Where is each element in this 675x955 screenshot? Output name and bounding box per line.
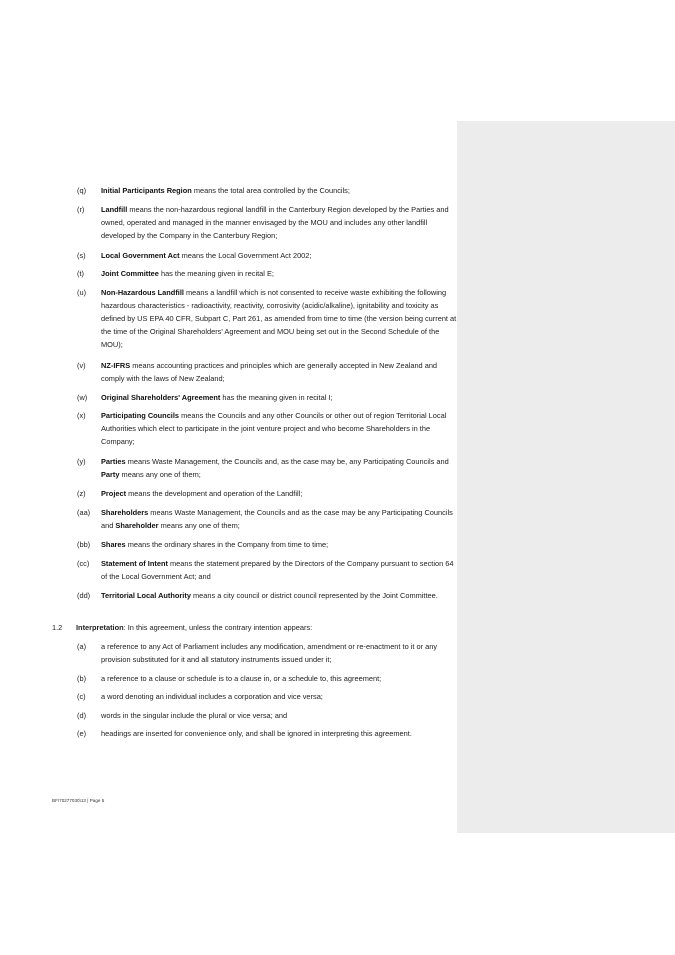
section-1-2 bbox=[52, 621, 452, 634]
definition-label: (bb) bbox=[77, 540, 91, 549]
definition-r bbox=[77, 203, 457, 242]
definition-text: means the Councils and any other Councils or other out of region Territorial Local Authorities which elect to participate in the joint venture project and who become Shareholders in the Company; bbox=[101, 411, 447, 446]
definition-text: has the meaning given in recital I; bbox=[220, 393, 333, 402]
definition-x bbox=[77, 409, 457, 448]
definition-text: means the development and operation of the Landfill; bbox=[126, 489, 303, 498]
interpretation-label: (c) bbox=[77, 692, 86, 701]
definition-label: (cc) bbox=[77, 559, 90, 568]
definition-label: (q) bbox=[77, 186, 87, 195]
comment-pane bbox=[457, 121, 675, 833]
interpretation-label: (a) bbox=[77, 642, 87, 651]
interpretation-label: (d) bbox=[77, 711, 87, 720]
definition-text: means the statement prepared by the Directors of the Company pursuant to section 64 of the Local Government Act; and bbox=[101, 559, 454, 581]
section-number: 1.2 bbox=[52, 623, 63, 632]
definition-text: means any one of them; bbox=[158, 521, 240, 530]
interpretation-text: headings are inserted for convenience only, and shall be ignored in interpreting this agreement. bbox=[101, 729, 412, 738]
definition-text: means a landfill which is not consented to receive waste exhibiting the following hazardous characteristics - radioactivity, reactivity, corrosivity (acidic/alkaline), ignitability and toxicity as defined by US EPA 40 CFR, Subpart C, Part 261, as amended from time to time (the version being current at the time of the Original Shareholders' Agreement and MOU being set out in the Second Schedule of the MOU); bbox=[101, 288, 457, 349]
interpretation-text: a reference to a clause or schedule is to a clause in, or a schedule to, this agreement; bbox=[101, 674, 382, 683]
definition-text: means Waste Management, the Councils and as the case may be any Participating Councils and bbox=[101, 508, 453, 530]
defined-term: Party bbox=[101, 470, 120, 479]
defined-term: Parties bbox=[101, 457, 126, 466]
defined-term: Non-Hazardous Landfill bbox=[101, 288, 184, 297]
defined-term: Original Shareholders' Agreement bbox=[101, 393, 221, 402]
definition-label: (u) bbox=[77, 288, 87, 297]
defined-term: Project bbox=[101, 489, 127, 498]
definition-label: (dd) bbox=[77, 591, 91, 600]
defined-term: NZ-IFRS bbox=[101, 361, 131, 370]
definition-w bbox=[77, 391, 457, 404]
defined-term: Local Government Act bbox=[101, 251, 180, 260]
definition-label: (t) bbox=[77, 269, 84, 278]
definition-z bbox=[77, 487, 457, 500]
definition-text: means the total area controlled by the Councils; bbox=[191, 186, 350, 195]
definition-s bbox=[77, 249, 457, 262]
interpretation-label: (e) bbox=[77, 729, 87, 738]
defined-term: Landfill bbox=[101, 205, 128, 214]
defined-term: Statement of Intent bbox=[101, 559, 168, 568]
section-heading: Interpretation bbox=[76, 623, 124, 632]
section-intro: : In this agreement, unless the contrary intention appears: bbox=[123, 623, 313, 632]
definition-text: has the meaning given in recital E; bbox=[158, 269, 274, 278]
definition-label: (y) bbox=[77, 457, 86, 466]
definition-text: means accounting practices and principles which are generally accepted in New Zealand and comply with the laws of New Zealand; bbox=[101, 361, 438, 383]
definition-y bbox=[77, 455, 457, 481]
definition-text: means a city council or district council represented by the Joint Committee. bbox=[190, 591, 438, 600]
definition-u bbox=[77, 286, 457, 351]
definition-label: (w) bbox=[77, 393, 88, 402]
definition-dd bbox=[77, 589, 457, 602]
definition-bb bbox=[77, 538, 457, 551]
definition-text: means the ordinary shares in the Company from time to time; bbox=[125, 540, 329, 549]
definition-t bbox=[77, 267, 457, 280]
interpretation-text: a word denoting an individual includes a corporation and vice versa; bbox=[101, 692, 323, 701]
interpretation-text: a reference to any Act of Parliament includes any modification, amendment or re-enactment to it or any provision substituted for it and all statutory instruments issued under it; bbox=[101, 642, 438, 664]
interpretation-c bbox=[77, 690, 457, 703]
definition-label: (r) bbox=[77, 205, 85, 214]
definition-label: (x) bbox=[77, 411, 86, 420]
interpretation-b bbox=[77, 672, 457, 685]
interpretation-text: words in the singular include the plural or vice versa; and bbox=[101, 711, 288, 720]
definition-q bbox=[77, 184, 457, 197]
defined-term: Shares bbox=[101, 540, 126, 549]
definition-cc bbox=[77, 557, 457, 583]
defined-term: Participating Councils bbox=[101, 411, 180, 420]
defined-term: Joint Committee bbox=[101, 269, 159, 278]
definition-text: means the non-hazardous regional landfill in the Canterbury Region developed by the Parties and owned, operated and managed in the manner envisaged by the MOU and includes any other landfill developed by the Company in the Canterbury Region; bbox=[101, 205, 449, 240]
definition-text: means any one of them; bbox=[119, 470, 201, 479]
interpretation-label: (b) bbox=[77, 674, 87, 683]
defined-term: Initial Participants Region bbox=[101, 186, 192, 195]
definition-label: (z) bbox=[77, 489, 86, 498]
interpretation-e bbox=[77, 727, 457, 740]
defined-term: Shareholder bbox=[115, 521, 159, 530]
definition-label: (aa) bbox=[77, 508, 91, 517]
definition-label: (v) bbox=[77, 361, 86, 370]
interpretation-a bbox=[77, 640, 457, 666]
definition-label: (s) bbox=[77, 251, 86, 260]
defined-term: Shareholders bbox=[101, 508, 149, 517]
interpretation-d bbox=[77, 709, 457, 722]
definition-aa bbox=[77, 506, 457, 532]
definition-v bbox=[77, 359, 457, 385]
definition-text: means Waste Management, the Councils and, as the case may be, any Participating Councils and bbox=[125, 457, 449, 466]
definition-text: means the Local Government Act 2002; bbox=[179, 251, 312, 260]
defined-term: Territorial Local Authority bbox=[101, 591, 191, 600]
page-footer: BF\70277030\13 | Page 5 bbox=[52, 798, 105, 803]
